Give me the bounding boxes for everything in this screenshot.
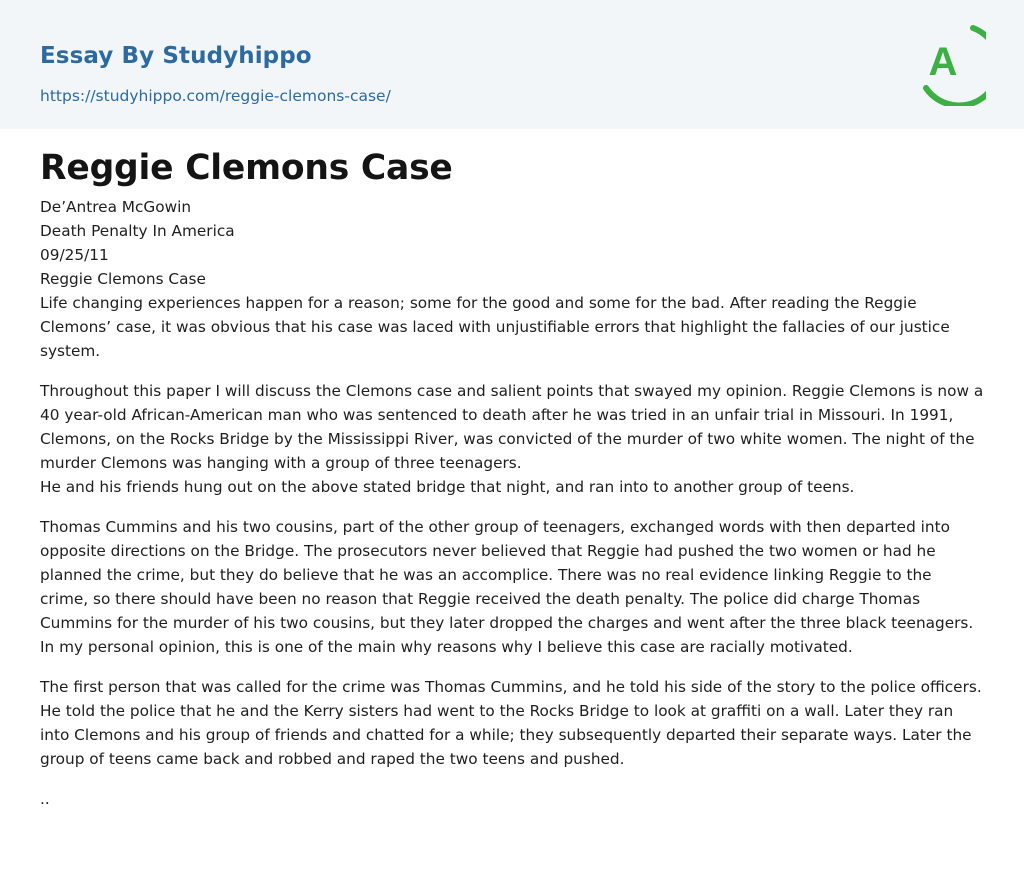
logo-letter: A xyxy=(928,40,958,84)
page-title: Reggie Clemons Case xyxy=(40,148,453,188)
trailing-ellipsis: .. xyxy=(40,790,50,808)
date-line: 09/25/11 xyxy=(40,246,109,264)
paragraph-4: Thomas Cummins and his two cousins, part of the other group of teenagers, exchanged words with then departed into opposite directions on the Bridge. The prosecutors never believed that Reggie had pushed the two women or had he planned the crime, but they do believe that he was an accomplice. There was no real evidence linking Reggie to the crime, so there should have been no reason that Reggie received the death penalty. The police did charge Thomas Cummins for the murder of his two cousins, but they later dropped the charges and went after the three black teenagers. In my personal opinion, this is one of the main why reasons why I believe this case are racially motivated. xyxy=(40,518,974,656)
paragraph-1: Life changing experiences happen for a reason; some for the good and some for the bad. After reading the Reggie Clemons’ case, it was obvious that his case was laced with unjustifiable errors that highlight the fallacies of our justice system. xyxy=(40,294,950,360)
essay-content xyxy=(0,129,1024,811)
author-line: De’Antrea McGowin xyxy=(40,198,192,216)
site-header xyxy=(0,0,1024,129)
brand-title: Essay By Studyhippo xyxy=(40,43,312,69)
paragraph-5: The first person that was called for the crime was Thomas Cummins, and he told his side of the story to the police officers. He told the police that he and the Kerry sisters had went to the Rocks Bridge to look at graffiti on a wall. Later they ran into Clemons and his group of friends and chatted for a while; they subsequently departed their separate ways. Later the group of teens came back and robbed and raped the two teens and pushed. xyxy=(40,678,982,768)
source-url-link[interactable]: https://studyhippo.com/reggie-clemons-case/ xyxy=(40,87,391,105)
paragraph-2: Throughout this paper I will discuss the Clemons case and salient points that swayed my opinion. Reggie Clemons is now a 40 year-old African-American man who was sentenced to death after he was tried in an unfair trial in Missouri. In 1991, Clemons, on the Rocks Bridge by the Mississippi River, was convicted of the murder of two white women. The night of the murder Clemons was hanging with a group of three teenagers. xyxy=(40,382,984,472)
course-line: Death Penalty In America xyxy=(40,222,235,240)
studyhippo-logo-icon xyxy=(916,18,986,106)
paragraph-3: He and his friends hung out on the above stated bridge that night, and ran into to another group of teens. xyxy=(40,478,855,496)
subtitle-line: Reggie Clemons Case xyxy=(40,270,206,288)
